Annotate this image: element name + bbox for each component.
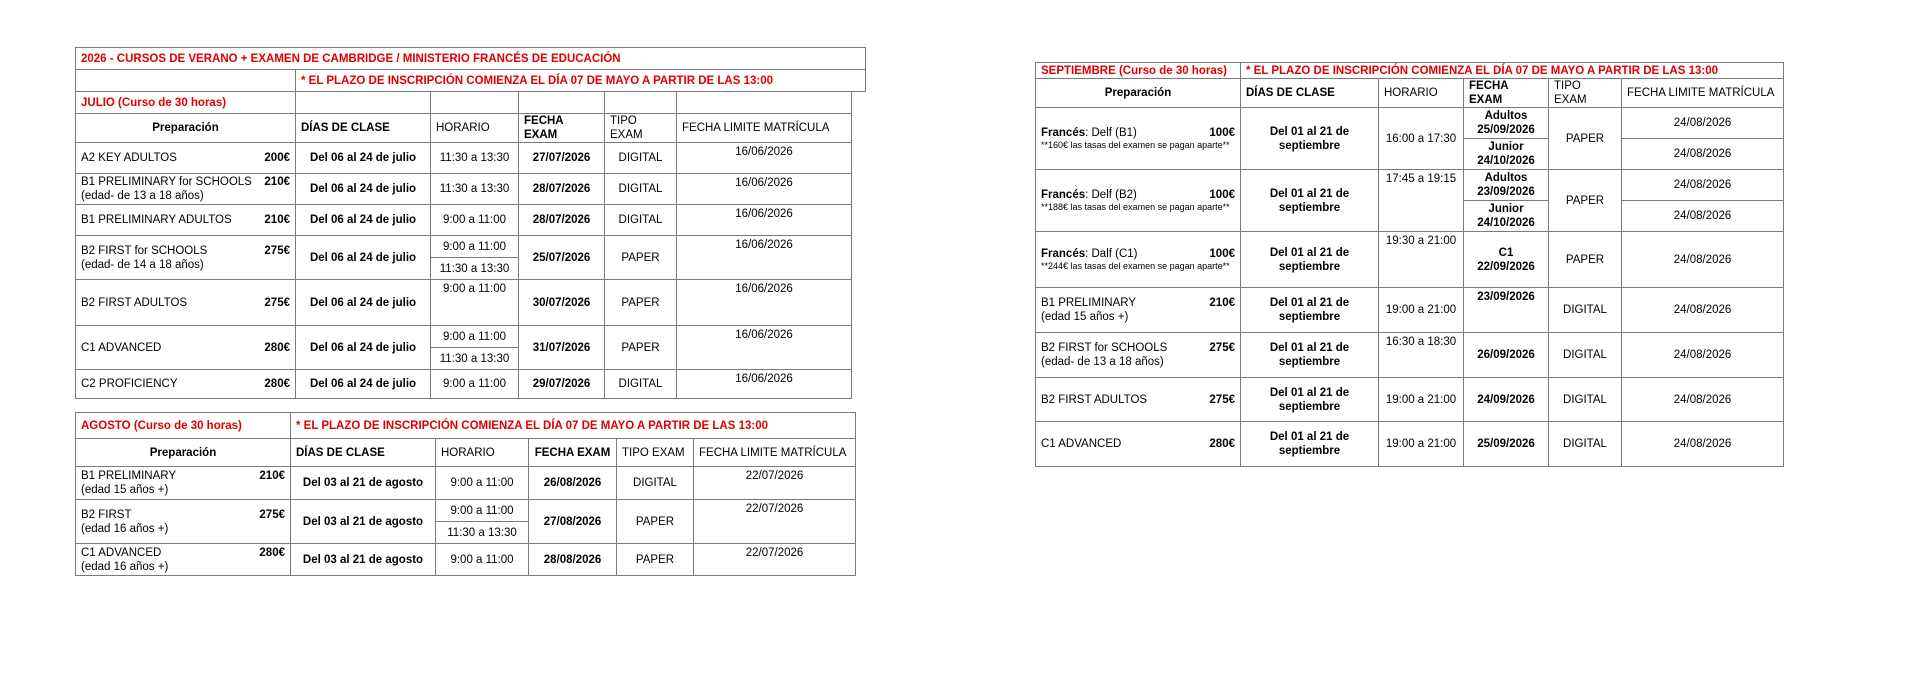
tipo-exam: DIGITAL (1549, 333, 1622, 378)
main-title: 2026 - CURSOS DE VERANO + EXAMEN DE CAMBRIDGE / MINISTERIO FRANCÉS DE EDUCACIÓN (76, 48, 866, 70)
dias: Del 06 al 24 de julio (296, 236, 431, 280)
col-limite: FECHA LIMITE MATRÍCULA (1622, 79, 1784, 108)
col-limite: FECHA LIMITE MATRÍCULA (694, 439, 856, 467)
horario: 9:00 a 11:00 (436, 544, 529, 576)
fecha-exam: 28/07/2026 (519, 205, 605, 236)
dias: Del 06 al 24 de julio (296, 205, 431, 236)
dias: Del 06 al 24 de julio (296, 280, 431, 326)
fecha-exam: 31/07/2026 (519, 326, 605, 370)
fecha-limite: 22/07/2026 (694, 467, 856, 500)
table-row (76, 174, 866, 205)
plazo-agosto: * EL PLAZO DE INSCRIPCIÓN COMIENZA EL DÍA 07 DE MAYO A PARTIR DE LAS 13:00 (291, 413, 856, 439)
fecha-exam: 28/08/2026 (529, 544, 617, 576)
fecha-exam: 26/08/2026 (529, 467, 617, 500)
horario: 9:00 a 11:00 (431, 205, 519, 236)
course-age: (edad 15 años +) (81, 484, 169, 496)
course-age: (edad 16 años +) (81, 522, 169, 535)
fecha-exam: 30/07/2026 (519, 280, 605, 326)
fecha-exam: 27/08/2026 (529, 500, 617, 544)
septiembre-title: SEPTIEMBRE (Curso de 30 horas) (1036, 63, 1241, 79)
fecha-exam: 26/09/2026 (1464, 333, 1549, 378)
fee-note: **244€ las tasas del examen se pagan aparte** (1041, 261, 1230, 271)
tipo-exam: DIGITAL (605, 370, 677, 399)
course-lang: Francés (1041, 248, 1086, 260)
fecha-limite: 24/08/2026 (1622, 201, 1784, 232)
horario: 16:00 a 17:30 (1379, 108, 1464, 170)
table-row (76, 236, 866, 258)
course-name: : Dalf (C1) (1085, 248, 1138, 260)
table-row (76, 500, 856, 522)
fecha-limite: 24/08/2026 (1622, 378, 1784, 422)
course-name: B2 FIRST (81, 508, 132, 521)
fecha-limite: 16/06/2026 (677, 326, 852, 370)
fecha-exam: 27/07/2026 (519, 143, 605, 174)
table-row (76, 205, 866, 236)
price: 100€ (1209, 248, 1235, 260)
price: 100€ (1209, 189, 1235, 201)
price: 275€ (259, 508, 285, 521)
horario: 9:00 a 11:00 (431, 280, 519, 326)
plazo-julio: * EL PLAZO DE INSCRIPCIÓN COMIENZA EL DÍA 07 DE MAYO A PARTIR DE LAS 13:00 (296, 70, 866, 92)
course-name: B1 PRELIMINARY for SCHOOLS (81, 176, 252, 188)
tipo-exam: PAPER (1549, 108, 1622, 170)
price: 275€ (1209, 393, 1235, 406)
fecha-limite: 24/08/2026 (1622, 139, 1784, 170)
fecha-limite: 24/08/2026 (1622, 232, 1784, 288)
fecha-label: Adultos (1484, 110, 1528, 122)
fecha-exam: 25/07/2026 (519, 236, 605, 280)
price: 210€ (259, 470, 285, 482)
dias: Del 06 al 24 de julio (296, 143, 431, 174)
horario: 19:00 a 21:00 (1379, 378, 1464, 422)
table-row (76, 544, 856, 576)
tipo-exam: DIGITAL (605, 205, 677, 236)
dias: Del 03 al 21 de agosto (291, 544, 436, 576)
course-age: (edad- de 13 a 18 años) (1041, 356, 1164, 368)
price: 275€ (1209, 342, 1235, 354)
fecha-exam: 25/09/2026 (1477, 124, 1535, 136)
tipo-exam: DIGITAL (1549, 378, 1622, 422)
horario: 9:00 a 11:00 (431, 370, 519, 399)
dias: Del 01 al 21 de septiembre (1241, 170, 1379, 232)
course-age: (edad 15 años +) (1041, 311, 1129, 323)
course-name: B1 PRELIMINARY ADULTOS (81, 214, 232, 226)
fecha-limite: 24/08/2026 (1622, 333, 1784, 378)
fecha-label: Junior (1488, 203, 1524, 215)
fecha-exam: 29/07/2026 (519, 370, 605, 399)
dias: Del 06 al 24 de julio (296, 326, 431, 370)
course-age: (edad- de 14 a 18 años) (81, 258, 204, 271)
fecha-exam: 25/09/2026 (1464, 422, 1549, 467)
tipo-exam: DIGITAL (605, 174, 677, 205)
table-row (1036, 378, 1784, 422)
fecha-limite: 16/06/2026 (677, 143, 852, 174)
fecha-exam: 24/10/2026 (1477, 217, 1535, 229)
col-horario: HORARIO (436, 439, 529, 467)
col-fecha: FECHA EXAM (529, 439, 617, 467)
horario: 16:30 a 18:30 (1379, 333, 1464, 378)
horario: 9:00 a 11:00 (431, 326, 519, 348)
fecha-limite: 24/08/2026 (1622, 108, 1784, 139)
fecha-limite: 22/07/2026 (694, 500, 856, 544)
fecha-exam: 23/09/2026 (1464, 288, 1549, 333)
fecha-exam: 24/09/2026 (1464, 378, 1549, 422)
dias: Del 01 al 21 de septiembre (1241, 333, 1379, 378)
table-row (1036, 170, 1784, 201)
col-tipo: TIPO EXAM (605, 114, 677, 143)
course-age: (edad 16 años +) (81, 560, 169, 573)
dias: Del 01 al 21 de septiembre (1241, 422, 1379, 467)
table-row (76, 143, 866, 174)
tipo-exam: PAPER (605, 326, 677, 370)
course-name: B2 FIRST ADULTOS (81, 296, 188, 309)
price: 280€ (259, 546, 285, 559)
tipo-exam: DIGITAL (1549, 422, 1622, 467)
table-row (76, 280, 866, 326)
fecha-limite: 24/08/2026 (1622, 170, 1784, 201)
horario: 9:00 a 11:00 (436, 467, 529, 500)
table-row (1036, 108, 1784, 139)
course-name: : Delf (B2) (1085, 189, 1137, 201)
course-name: C1 ADVANCED (1041, 438, 1122, 450)
col-dias: DÍAS DE CLASE (291, 439, 436, 467)
julio-title: JULIO (Curso de 30 horas) (76, 92, 296, 114)
price: 100€ (1209, 127, 1235, 139)
fee-note: **188€ las tasas del examen se pagan aparte** (1041, 202, 1230, 212)
table-row (1036, 288, 1784, 333)
fecha-exam: 23/09/2026 (1477, 186, 1535, 198)
tipo-exam: DIGITAL (617, 467, 694, 500)
table-row (1036, 232, 1784, 288)
col-tipo: TIPO EXAM (1549, 79, 1622, 108)
price: 210€ (264, 214, 290, 226)
agosto-table (75, 412, 856, 576)
col-preparacion: Preparación (76, 439, 291, 467)
fecha-exam: 24/10/2026 (1477, 155, 1535, 167)
fecha-limite: 22/07/2026 (694, 544, 856, 576)
tipo-exam: PAPER (617, 544, 694, 576)
dias: Del 06 al 24 de julio (296, 174, 431, 205)
tipo-exam: PAPER (1549, 170, 1622, 232)
fecha-label: C1 (1498, 246, 1514, 259)
tipo-exam: DIGITAL (1549, 288, 1622, 333)
course-name: C2 PROFICIENCY (81, 378, 178, 390)
horario-2: 11:30 a 13:30 (431, 348, 519, 370)
dias: Del 01 al 21 de septiembre (1241, 288, 1379, 333)
course-name: : Delf (B1) (1085, 127, 1137, 139)
col-limite: FECHA LIMITE MATRÍCULA (677, 114, 852, 143)
course-name: B2 FIRST for SCHOOLS (1041, 342, 1168, 354)
table-row (76, 326, 866, 348)
course-name: C1 ADVANCED (81, 341, 162, 354)
table-row (1036, 422, 1784, 467)
agosto-title: AGOSTO (Curso de 30 horas) (76, 413, 291, 439)
fecha-limite: 16/06/2026 (677, 236, 852, 280)
horario-2: 11:30 a 13:30 (431, 258, 519, 280)
fecha-limite: 24/08/2026 (1622, 422, 1784, 467)
fecha-limite: 24/08/2026 (1622, 288, 1784, 333)
horario: 9:00 a 11:00 (431, 236, 519, 258)
fecha-exam: 22/09/2026 (1477, 260, 1535, 273)
dias: Del 01 al 21 de septiembre (1241, 378, 1379, 422)
horario: 19:30 a 21:00 (1379, 232, 1464, 288)
horario: 11:30 a 13:30 (431, 143, 519, 174)
horario: 19:00 a 21:00 (1379, 422, 1464, 467)
fecha-limite: 16/06/2026 (677, 174, 852, 205)
dias: Del 06 al 24 de julio (296, 370, 431, 399)
tipo-exam: DIGITAL (605, 143, 677, 174)
course-name: B1 PRELIMINARY (1041, 297, 1137, 309)
course-name: B2 FIRST for SCHOOLS (81, 244, 208, 257)
plazo-septiembre: * EL PLAZO DE INSCRIPCIÓN COMIENZA EL DÍA 07 DE MAYO A PARTIR DE LAS 13:00 (1241, 63, 1784, 79)
price: 200€ (264, 152, 290, 164)
price: 275€ (264, 244, 290, 257)
table-row (76, 467, 856, 500)
septiembre-table (1035, 62, 1784, 467)
col-fecha: FECHA EXAM (1464, 79, 1549, 108)
course-name: B2 FIRST ADULTOS (1041, 393, 1148, 406)
dias: Del 01 al 21 de septiembre (1241, 232, 1379, 288)
price: 210€ (1209, 297, 1235, 309)
col-tipo: TIPO EXAM (617, 439, 694, 467)
col-fecha: FECHA EXAM (519, 114, 605, 143)
horario: 9:00 a 11:00 (436, 500, 529, 522)
julio-table (75, 47, 866, 399)
table-row (1036, 333, 1784, 378)
price: 280€ (264, 341, 290, 354)
course-lang: Francés (1041, 189, 1086, 201)
horario: 11:30 a 13:30 (431, 174, 519, 205)
fecha-label: Adultos (1484, 172, 1528, 184)
course-lang: Francés (1041, 127, 1086, 139)
horario: 17:45 a 19:15 (1379, 170, 1464, 232)
horario: 19:00 a 21:00 (1379, 288, 1464, 333)
col-dias: DÍAS DE CLASE (296, 114, 431, 143)
price: 280€ (264, 378, 290, 390)
col-preparacion: Preparación (1036, 79, 1241, 108)
tipo-exam: PAPER (1549, 232, 1622, 288)
course-name: B1 PRELIMINARY (81, 470, 177, 482)
col-horario: HORARIO (431, 114, 519, 143)
fecha-exam: 28/07/2026 (519, 174, 605, 205)
fecha-limite: 16/06/2026 (677, 370, 852, 399)
col-horario: HORARIO (1379, 79, 1464, 108)
fecha-label: Junior (1488, 141, 1524, 153)
col-dias: DÍAS DE CLASE (1241, 79, 1379, 108)
course-name: A2 KEY ADULTOS (81, 152, 177, 164)
tipo-exam: PAPER (617, 500, 694, 544)
price: 280€ (1209, 438, 1235, 450)
col-preparacion: Preparación (76, 114, 296, 143)
course-age: (edad- de 13 a 18 años) (81, 190, 204, 202)
course-name: C1 ADVANCED (81, 546, 162, 559)
dias: Del 01 al 21 de septiembre (1241, 108, 1379, 170)
fecha-limite: 16/06/2026 (677, 280, 852, 326)
tipo-exam: PAPER (605, 280, 677, 326)
table-row (76, 370, 866, 399)
dias: Del 03 al 21 de agosto (291, 500, 436, 544)
price: 275€ (264, 296, 290, 309)
dias: Del 03 al 21 de agosto (291, 467, 436, 500)
fecha-limite: 16/06/2026 (677, 205, 852, 236)
horario-2: 11:30 a 13:30 (436, 522, 529, 544)
fee-note: **160€ las tasas del examen se pagan aparte** (1041, 140, 1230, 150)
tipo-exam: PAPER (605, 236, 677, 280)
price: 210€ (264, 176, 290, 188)
